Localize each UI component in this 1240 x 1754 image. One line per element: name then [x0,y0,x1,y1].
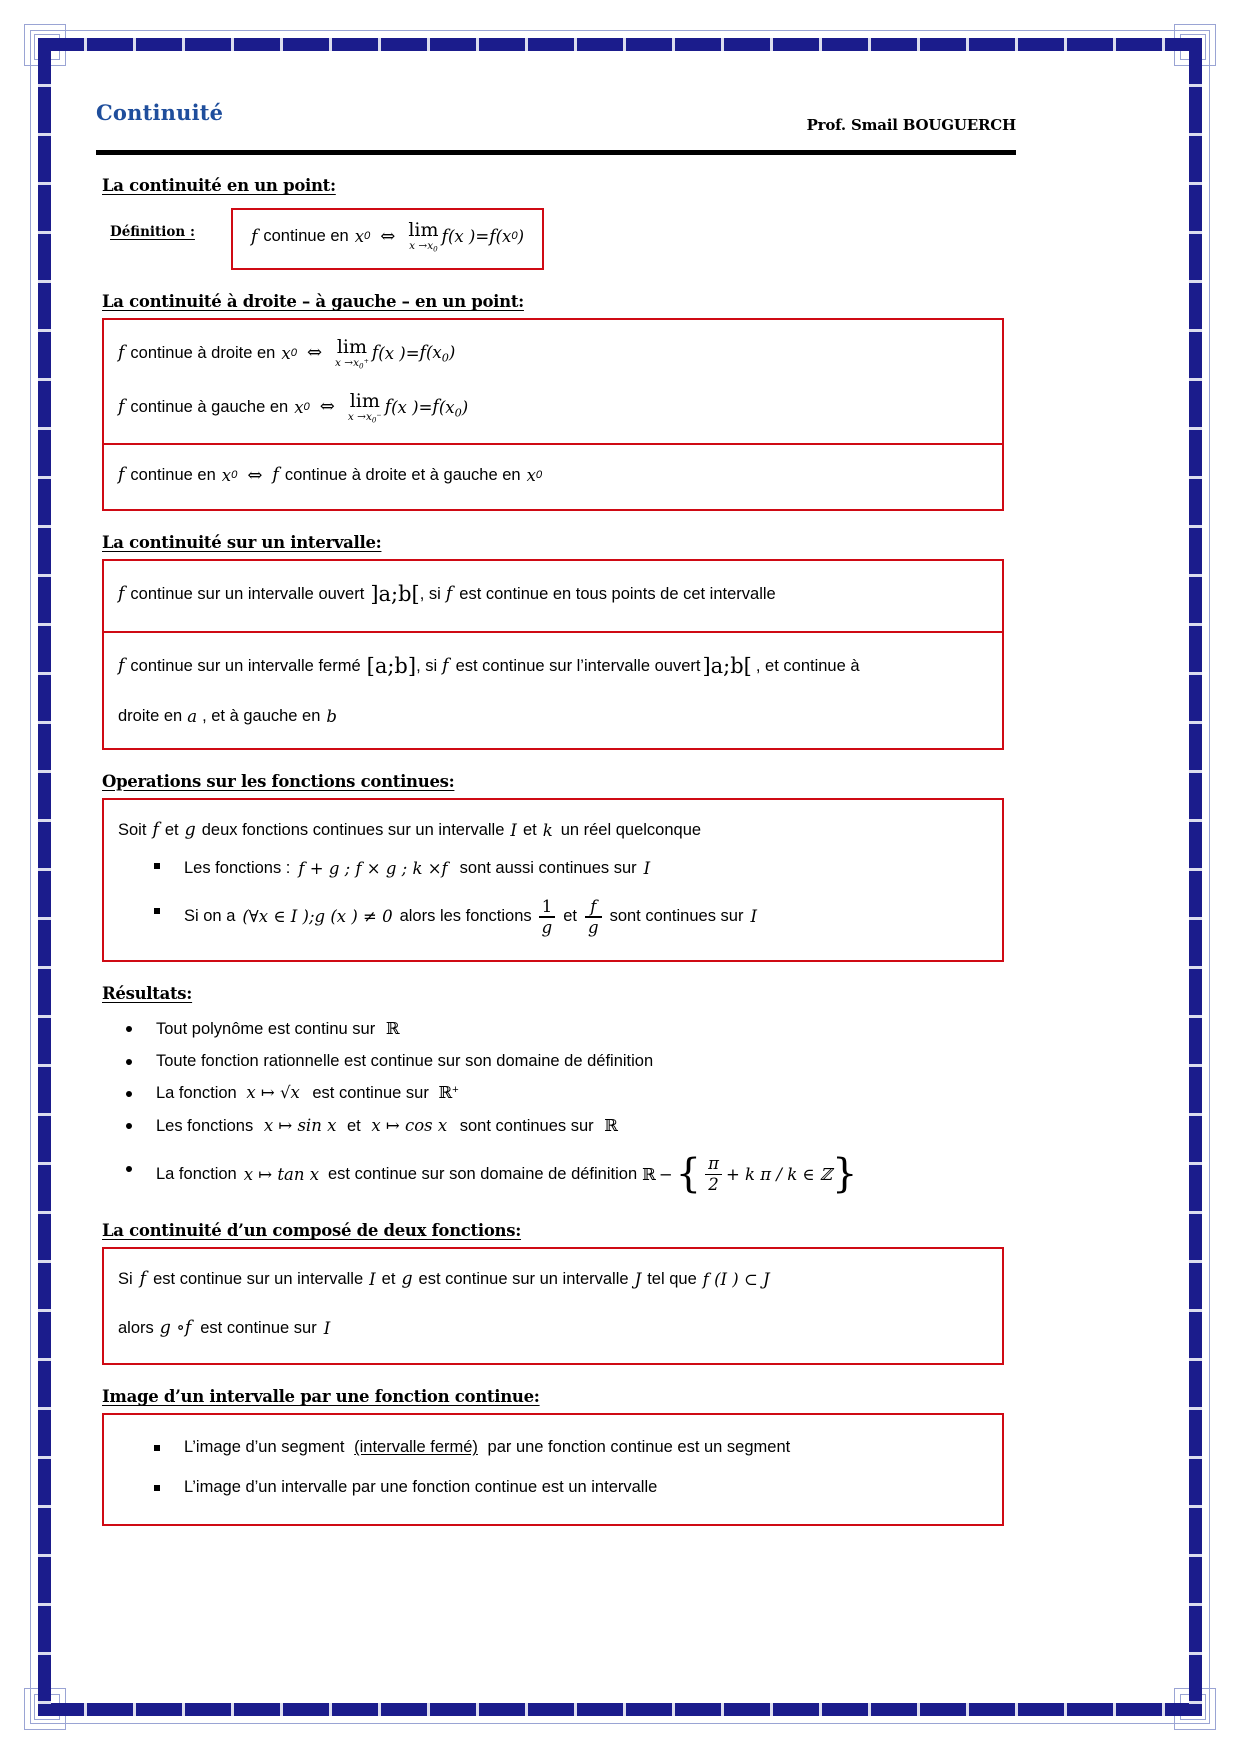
symbol-equals: = [418,397,433,417]
operations-bullet-list [118,853,988,936]
border-segments-right [1189,38,1202,1716]
list-item [152,1113,1016,1140]
symbol-iff: ⇔ [319,396,335,418]
list-item [180,898,988,936]
list-item [180,1475,988,1501]
text-intervalle-ferme: (intervalle fermé) [354,1438,478,1457]
symbol-equals: = [475,227,490,247]
text-continue-en: continue en [130,465,216,484]
box-droite-gauche [102,318,1004,511]
symbol-f-lhs: f [384,397,392,417]
box-image [102,1413,1004,1526]
subscript-zero: 0 [303,400,310,413]
symbol-a: a [187,706,198,726]
text-si: , si [419,585,441,604]
symbol-setminus: − [658,1164,673,1184]
box-intervalle [102,559,1004,750]
symbol-reals: ℝ [604,1115,618,1135]
box-operations [102,798,1004,962]
symbol-reals: ℝ [642,1164,656,1184]
formula-compose-line2 [118,1312,988,1345]
bullet-sum-product [184,853,650,884]
text-continue-en: continue en [263,227,349,246]
symbol-iff: ⇔ [306,342,323,364]
fraction-numerator: 1 [541,897,553,917]
symbol-I: I [369,1270,376,1290]
subscript-zero-2: 0 [535,469,543,481]
section-compose [96,1199,1016,1247]
document-header [96,92,1016,154]
symbol-f: f [250,226,258,247]
limit-under-sub: 0 [433,244,438,254]
text-si: Si [118,1270,133,1289]
section-point [96,154,1016,202]
limit-under-sub: 0 [371,415,377,425]
limit-under-text: x →x [409,240,434,253]
symbol-reals: ℝ [385,1019,400,1039]
arg-x0: $(x_0)$ [438,397,469,420]
text-tel-que: tel que [647,1270,697,1289]
formula-continuity-equivalence [118,459,988,493]
subscript-zero: 0 [364,230,371,243]
text-continue-sur: est continue sur [200,1319,317,1338]
definition-label: Définition : [110,224,195,240]
symbol-f-lhs: f [371,342,379,363]
fraction-f-over-g [585,898,602,936]
interval-open-notation: ]a;b[ [370,581,420,606]
formula-closed-interval-cont [118,701,988,732]
symbol-f-lhs: f [441,226,448,247]
symbol-f: f [118,584,125,605]
section-heading-droite-gauche: La continuité à droite – à gauche – en un point: [102,292,524,312]
fraction-pi-over-2 [705,1155,722,1193]
limit-under-minus: − [376,411,382,419]
arg-x0-sub: 0 [441,351,449,365]
symbol-f-2: f [442,656,449,677]
list-item [180,1435,988,1461]
symbol-x: x [294,397,304,417]
row-continuity-right-left [104,320,1002,442]
list-item [152,1049,1016,1075]
limit-op-label: lim [349,389,380,412]
text-et-2: et [522,820,537,839]
expr-g-rond-f: g ∘f [159,1318,192,1339]
limit-under-plus: + [363,357,369,365]
image-bullet-list [118,1435,988,1500]
list-item [152,1151,1016,1198]
symbol-f: f [118,397,125,417]
text-si-on-a: Si on a [184,907,236,926]
limit-operator [408,221,438,252]
limit-underscript: $x \to x_0^+$ [335,356,369,370]
text-et: et [381,1270,396,1289]
symbol-reals: ℝ [438,1083,453,1103]
symbol-iff: ⇔ [247,464,263,486]
text-gauche-en: , et à gauche en [202,706,321,725]
text-image-segment: L’image d’un segment [184,1438,345,1457]
symbol-x: x [281,343,291,363]
text-image-intervalle: L’image d’un intervalle par une fonction continue est un intervalle [184,1477,658,1496]
symbol-reals-plus: + [452,1084,459,1097]
symbol-f: f [139,1269,147,1290]
text-tous-points: est continue en tous points de cet intervalle [459,585,776,604]
symbol-I: I [643,858,651,878]
expr-cos-map: x ↦ cos x [371,1115,448,1135]
symbol-I: I [510,820,517,840]
arg-x0-close: ) [517,227,525,247]
section-heading-intervalle: La continuité sur un intervalle: [102,532,382,552]
text-les-fonctions: Les fonctions [156,1116,254,1135]
fraction-numerator: f [590,897,597,917]
operations-intro [118,814,988,847]
arg-x: (x ) [378,343,406,363]
interval-closed-notation: [a;b] [366,653,417,678]
text-continue-sur: est continue sur [312,1084,429,1103]
limit-operator-right [335,335,369,370]
section-heading-compose: La continuité d’un composé de deux fonctions: [102,1221,522,1241]
brace-open: { [675,1151,702,1198]
formula-compose-line1 [118,1263,988,1296]
text-alors-fonctions: alors les fonctions [399,907,532,926]
box-compose [102,1247,1004,1365]
expr-set-tail: + k π / k ∈ ℤ [725,1164,832,1184]
bullet-tan [156,1151,858,1198]
limit-op-label: lim [408,219,439,242]
text-ferme: continue sur un intervalle fermé [130,656,361,675]
brace-close: } [831,1151,858,1198]
row-image [104,1415,1002,1524]
symbol-J: J [634,1270,642,1290]
fraction-denominator: g [588,917,599,937]
formula-continuity-left [118,390,988,424]
text-droite-gauche: continue à droite et à gauche en [284,465,521,484]
section-operations [96,750,1016,798]
list-item [152,1016,1016,1043]
text-domaine-definition: est continue sur son domaine de définition [328,1164,638,1183]
symbol-f-2: f [272,465,279,486]
fraction-denominator: g [541,917,553,937]
document-page [96,92,1016,1526]
fraction-denominator: 2 [708,1175,719,1195]
symbol-f-rhs: f [432,397,439,417]
text-polynome: Tout polynôme est continu sur [156,1020,376,1039]
author-name: Prof. Smail BOUGUERCH [806,116,1016,134]
expr-sqrt-map: x ↦ √x [246,1083,300,1103]
page-title: Continuité [96,100,224,125]
symbol-x: x [354,227,364,247]
symbol-f: f [152,819,159,840]
text-si: , si [416,656,438,675]
border-segments-bottom [38,1703,1202,1716]
text-continue-droite: continue à droite en [130,343,276,362]
text-et: et [563,907,577,926]
text-continue-gauche: continue à gauche en [130,397,289,416]
arg-x0-sub: 0 [511,230,518,243]
text-et: et [346,1116,361,1135]
symbol-I: I [323,1319,331,1339]
text-rationnelle: Toute fonction rationnelle est continue sur son domaine de définition [156,1051,654,1070]
section-intervalle [96,511,1016,559]
limit-operator-left [347,389,382,425]
section-droite-gauche [96,270,1016,318]
symbol-f-2: f [445,584,453,605]
header-divider [96,150,1016,155]
symbol-f-rhs: f [489,226,496,247]
border-segments-top [38,38,1202,51]
symbol-b: b [326,706,337,726]
expr-tan-map: x ↦ tan x [243,1164,319,1184]
resultats-bullet-list [96,1016,1016,1198]
symbol-x: x [221,465,232,485]
section-heading-image: Image d’un intervalle par une fonction continue: [102,1387,540,1407]
text-et: et [164,820,179,839]
row-open-interval [104,561,1002,631]
definition-row [96,208,1016,270]
text-et-continue-a: , et continue à [755,656,860,675]
symbol-f: f [118,465,125,486]
border-segments-left [38,38,51,1716]
text-les-fonctions: Les fonctions : [184,858,291,877]
expr-condition: (∀x ∈ I );g (x ) ≠ 0 [242,907,393,927]
row-compose [104,1249,1002,1363]
row-closed-interval [104,631,1002,748]
text-sont-continues: sont continues sur [609,907,744,926]
limit-op-label: lim [336,335,368,358]
text-droite-en: droite en [118,706,183,725]
text-sont-continues: sont continues sur [459,1116,594,1135]
text-sur-ouvert: est continue sur l’intervalle ouvert [455,656,701,675]
limit-underscript: $x \to x_0^-$ [347,410,382,425]
arg-x: (x ) [447,227,476,247]
arg-x0: $(x_0)$ [425,343,456,365]
row-operations [104,800,1002,960]
formula-open-interval [118,575,988,615]
section-heading-resultats: Résultats: [102,984,193,1004]
text-la-fonction: La fonction [156,1164,237,1183]
text-est-segment: par une fonction continue est un segment [487,1438,791,1457]
section-heading-point: La continuité en un point: [102,176,336,195]
section-image [96,1365,1016,1413]
formula-closed-interval [118,647,988,687]
section-heading-operations: Operations sur les fonctions continues: [102,771,455,791]
symbol-iff: ⇔ [380,226,396,247]
expr-operations: f + g ; f × g ; k ×f [298,858,448,878]
symbol-f: f [118,342,125,363]
symbol-g: g [184,819,196,840]
symbol-k: k [542,820,553,840]
text-deux-fonctions: deux fonctions continues sur un intervalle [201,820,505,839]
section-resultats [96,962,1016,1010]
symbol-f: f [118,656,125,677]
text-aussi-continues: sont aussi continues sur [459,858,637,877]
text-la-fonction: La fonction [156,1084,237,1103]
fraction-one-over-g [539,898,556,936]
list-item [180,853,988,884]
formula-continuity-right [118,336,988,370]
definition-box [231,208,544,270]
row-continuity-equivalence [104,443,1002,509]
interval-open-notation-2: ]a;b[ [702,653,752,678]
text-ouvert: continue sur un intervalle ouvert [130,585,365,604]
limit-under-sub: 0 [359,360,364,370]
symbol-I: I [750,907,758,927]
text-continue-intervalle-2: est continue sur un intervalle [418,1270,629,1289]
arg-x: (x ) [391,397,419,417]
arg-x0-open: (x [495,227,512,247]
symbol-equals: = [405,343,420,363]
symbol-x-2: x [526,465,536,485]
text-soit: Soit [118,820,147,839]
formula-continuity-at-point [251,220,524,254]
arg-x0-sub: 0 [454,406,462,420]
limit-underscript [409,241,438,252]
symbol-f-rhs: f [419,342,426,363]
fraction-numerator: π [708,1154,719,1174]
symbol-g: g [401,1269,413,1290]
text-alors: alors [118,1319,154,1338]
subscript-zero: 0 [290,346,297,359]
text-reel-quelconque: un réel quelconque [560,820,702,839]
bullet-quotient [184,898,757,936]
expr-inclusion: f (I ) ⊂ J [702,1270,770,1290]
text-continue-intervalle: est continue sur un intervalle [153,1270,364,1289]
expr-sin-map: x ↦ sin x [263,1115,337,1135]
subscript-zero: 0 [231,469,238,481]
list-item [152,1080,1016,1107]
